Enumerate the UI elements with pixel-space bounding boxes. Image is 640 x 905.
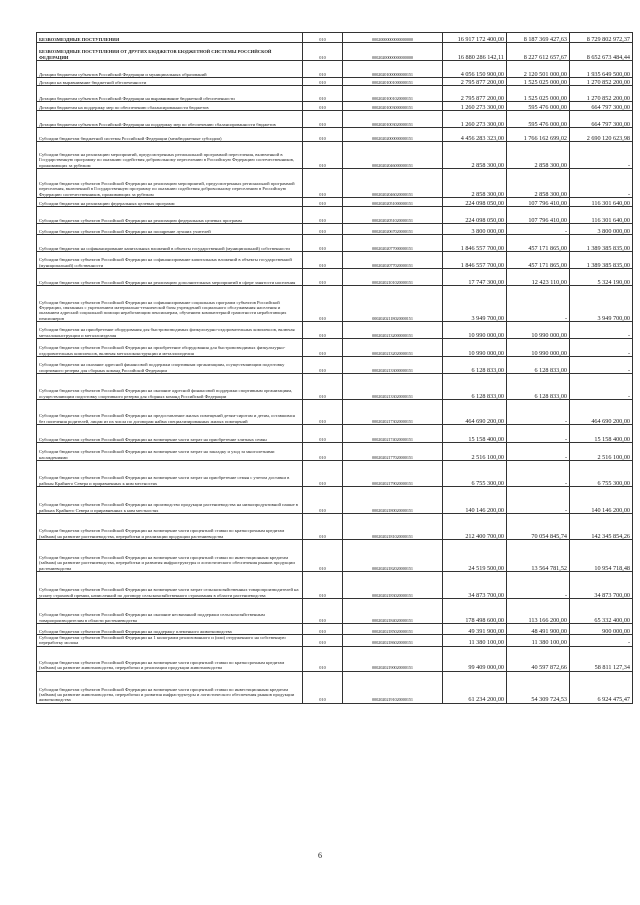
row-executed: 8 187 369 427,63 xyxy=(507,33,570,43)
row-kbk: 00020202046000000151 xyxy=(343,142,443,169)
page-number: 6 xyxy=(318,851,322,860)
table-row xyxy=(37,624,633,635)
row-approved: 3 800 000,00 xyxy=(443,224,507,235)
row-code: 010 xyxy=(303,357,343,374)
row-code: 010 xyxy=(303,487,343,514)
row-unexecuted: 664 797 300,00 xyxy=(570,111,633,128)
row-approved: 2 516 100,00 xyxy=(443,443,507,461)
row-code: 010 xyxy=(303,169,343,198)
row-code: 010 xyxy=(303,646,343,671)
row-approved: 178 498 600,00 xyxy=(443,599,507,624)
row-executed: - xyxy=(507,425,570,443)
row-name: Субсидии бюджетам на реализацию федеральных целевых программ xyxy=(37,198,303,207)
row-approved: 34 873 700,00 xyxy=(443,572,507,599)
table-row xyxy=(37,443,633,461)
row-unexecuted: 464 690 200,00 xyxy=(570,400,633,425)
row-kbk: 00020000000000000000 xyxy=(343,33,443,43)
row-kbk: 00020202000000000151 xyxy=(343,128,443,142)
row-approved: 11 380 100,00 xyxy=(443,635,507,647)
row-executed: 13 564 781,52 xyxy=(507,540,570,572)
row-executed: - xyxy=(507,487,570,514)
row-approved: 6 128 833,00 xyxy=(443,374,507,400)
row-unexecuted: - xyxy=(570,357,633,374)
row-code: 010 xyxy=(303,78,343,86)
row-code: 010 xyxy=(303,142,343,169)
table-row xyxy=(37,43,633,61)
row-unexecuted: 900 000,00 xyxy=(570,624,633,635)
row-approved: 464 690 200,00 xyxy=(443,400,507,425)
row-approved: 1 846 557 700,00 xyxy=(443,235,507,252)
row-name: Субсидии бюджетам субъектов Российской Федерации на поддержку племенного животноводства xyxy=(37,624,303,635)
table-row xyxy=(37,78,633,86)
row-unexecuted: - xyxy=(570,339,633,357)
row-kbk: 00020202051020000151 xyxy=(343,207,443,224)
row-executed: 1 525 025 000,00 xyxy=(507,86,570,102)
row-executed: 1 525 025 000,00 xyxy=(507,78,570,86)
table-row xyxy=(37,207,633,224)
row-name: Субсидии бюджетам субъектов Российской Федерации на возмещение части затрат на приобретение семян с учетом доставки в районы Крайнего Севера и приравненных к ним местностях xyxy=(37,461,303,487)
row-approved: 3 949 700,00 xyxy=(443,286,507,322)
row-kbk: 00020201001020000151 xyxy=(343,86,443,102)
row-executed: 11 380 100,00 xyxy=(507,635,570,647)
row-unexecuted: - xyxy=(570,169,633,198)
row-code: 010 xyxy=(303,224,343,235)
row-unexecuted: 10 954 718,48 xyxy=(570,540,633,572)
row-unexecuted: 664 797 300,00 xyxy=(570,102,633,111)
row-name: Дотации бюджетам на поддержку мер по обеспечению сбалансированности бюджетов xyxy=(37,102,303,111)
row-executed: - xyxy=(507,443,570,461)
table-row xyxy=(37,374,633,400)
table-row xyxy=(37,646,633,671)
table-body xyxy=(37,33,633,704)
row-code: 010 xyxy=(303,374,343,400)
row-approved: 10 990 000,00 xyxy=(443,322,507,339)
row-name: Субсидии бюджетам субъектов Российской Федерации на оказание адресной финансовой поддержки спортивным организациям, осуществляющим подготовку спортивного резерва для сборных команд Российской Федерации xyxy=(37,374,303,400)
row-approved: 1 260 273 300,00 xyxy=(443,111,507,128)
row-name: Субсидии бюджетам субъектов Российской Федерации на софинансирование капитальных вложений в объекты государственной (муниципальной) собственности xyxy=(37,252,303,269)
row-kbk: 00020202067020000151 xyxy=(343,224,443,235)
row-code: 010 xyxy=(303,339,343,357)
row-kbk: 00020201001000000151 xyxy=(343,78,443,86)
table-row xyxy=(37,671,633,703)
table-row xyxy=(37,357,633,374)
row-executed: - xyxy=(507,400,570,425)
row-kbk: 00020202182020000151 xyxy=(343,540,443,572)
row-executed: 457 171 865,00 xyxy=(507,235,570,252)
row-code: 010 xyxy=(303,102,343,111)
row-unexecuted: 8 652 673 484,44 xyxy=(570,43,633,61)
row-code: 010 xyxy=(303,198,343,207)
row-kbk: 00020202186020000151 xyxy=(343,635,443,647)
row-unexecuted: 1 935 649 500,00 xyxy=(570,61,633,78)
row-approved: 10 990 000,00 xyxy=(443,339,507,357)
row-code: 010 xyxy=(303,400,343,425)
row-approved: 4 456 283 323,00 xyxy=(443,128,507,142)
row-code: 010 xyxy=(303,514,343,540)
row-name: Дотации на выравнивание бюджетной обеспеченности xyxy=(37,78,303,86)
row-unexecuted: 6 755 300,00 xyxy=(570,461,633,487)
row-name: Субсидии бюджетам субъектов Российской Федерации на возмещение части затрат на закладку и уход за многолетними насаждениями xyxy=(37,443,303,461)
row-executed: 10 990 000,00 xyxy=(507,339,570,357)
row-approved: 49 391 900,00 xyxy=(443,624,507,635)
row-approved: 61 234 200,00 xyxy=(443,671,507,703)
row-name: Субсидии бюджетам бюджетной системы Российской Федерации (межбюджетные субсидии) xyxy=(37,128,303,142)
row-unexecuted: 1 270 852 200,00 xyxy=(570,86,633,102)
row-name: Субсидии бюджетам субъектов Российской Федерации на реализацию федеральных целевых программ xyxy=(37,207,303,224)
row-kbk: 00020201003000000151 xyxy=(343,102,443,111)
row-kbk: 00020202180020000151 xyxy=(343,487,443,514)
row-name: Субсидии бюджетам субъектов Российской Федерации на возмещение части затрат сельскохозяйственных товаропроизводителей на уплату страховой премии, начисленной по договору сельскохозяйственного страхования в области растениеводства xyxy=(37,572,303,599)
row-executed: 40 597 872,66 xyxy=(507,646,570,671)
row-kbk: 00020201000000000151 xyxy=(343,61,443,78)
row-unexecuted: 1 389 385 835,00 xyxy=(570,252,633,269)
table-row xyxy=(37,400,633,425)
row-approved: 2 858 300,00 xyxy=(443,142,507,169)
table-row xyxy=(37,224,633,235)
budget-revenue-table xyxy=(36,32,633,704)
row-kbk: 00020202179020000151 xyxy=(343,461,443,487)
row-kbk: 00020202077000000151 xyxy=(343,235,443,252)
row-unexecuted: 3 800 000,00 xyxy=(570,224,633,235)
row-name: Дотации бюджетам субъектов Российской Федерации на выравнивание бюджетной обеспеченности xyxy=(37,86,303,102)
row-name: БЕЗВОЗМЕЗДНЫЕ ПОСТУПЛЕНИЯ ОТ ДРУГИХ БЮДЖЕТОВ БЮДЖЕТНОЙ СИСТЕМЫ РОССИЙСКОЙ ФЕДЕРАЦИИ xyxy=(37,43,303,61)
row-kbk: 00020202191020000151 xyxy=(343,671,443,703)
row-approved: 2 858 300,00 xyxy=(443,169,507,198)
row-approved: 212 400 700,00 xyxy=(443,514,507,540)
row-approved: 15 158 400,00 xyxy=(443,425,507,443)
table-row xyxy=(37,252,633,269)
row-unexecuted: 1 389 385 835,00 xyxy=(570,235,633,252)
row-name: Субсидии бюджетам субъектов Российской Федерации на производство продукции растениеводства на низкопродуктивной пашне в районах Крайнего Севера и приравненных к ним местностях xyxy=(37,487,303,514)
row-unexecuted: 65 332 400,00 xyxy=(570,599,633,624)
table-row xyxy=(37,425,633,443)
row-code: 010 xyxy=(303,425,343,443)
row-executed: 595 476 000,00 xyxy=(507,102,570,111)
table-row xyxy=(37,169,633,198)
row-approved: 24 519 500,00 xyxy=(443,540,507,572)
row-approved: 2 795 877 200,00 xyxy=(443,86,507,102)
row-executed: 113 166 200,00 xyxy=(507,599,570,624)
row-unexecuted: 15 158 400,00 xyxy=(570,425,633,443)
row-code: 010 xyxy=(303,128,343,142)
row-kbk: 00020202177020000151 xyxy=(343,443,443,461)
row-unexecuted: 34 873 700,00 xyxy=(570,572,633,599)
row-kbk: 00020202132000000151 xyxy=(343,322,443,339)
row-kbk: 00020202174020000151 xyxy=(343,425,443,443)
row-executed: - xyxy=(507,461,570,487)
row-code: 010 xyxy=(303,207,343,224)
row-code: 010 xyxy=(303,624,343,635)
row-name: Субсидии бюджетам субъектов Российской Федерации на возмещение части затрат на приобретение элитных семян xyxy=(37,425,303,443)
row-executed: 70 054 845,74 xyxy=(507,514,570,540)
row-kbk: 00020202101020000151 xyxy=(343,269,443,286)
row-executed: 48 491 900,00 xyxy=(507,624,570,635)
row-executed: 6 128 833,00 xyxy=(507,374,570,400)
row-name: Субсидии бюджетам субъектов Российской Федерации на возмещение части процентной ставки по краткосрочным кредитам (займам) на развитие животноводства, переработки и реализации продукции животноводства xyxy=(37,646,303,671)
table-row xyxy=(37,33,633,43)
row-approved: 99 409 000,00 xyxy=(443,646,507,671)
row-approved: 1 846 557 700,00 xyxy=(443,252,507,269)
row-executed: 2 858 300,00 xyxy=(507,169,570,198)
row-kbk: 00020200000000000000 xyxy=(343,43,443,61)
table-row xyxy=(37,61,633,78)
row-kbk: 00020202183020000151 xyxy=(343,572,443,599)
row-code: 010 xyxy=(303,33,343,43)
row-unexecuted: 3 949 700,00 xyxy=(570,286,633,322)
row-name: Субсидии бюджетам на оказание адресной финансовой поддержки спортивным организациям, осуществляющим подготовку спортивного резерва для сборных команд Российской Федерации xyxy=(37,357,303,374)
row-name: Субсидии бюджетам субъектов Российской Федерации на софинансирование социальных программ субъектов Российской Федерации, связанных с укреплением материально-технической базы учреждений социального обслуживания населения и оказанием адресной социальной помощи неработающим пенсионерам, обучением компьютерной грамотности неработающих пенсионеров xyxy=(37,286,303,322)
row-executed: - xyxy=(507,572,570,599)
row-name: Субсидии бюджетам на софинансирование капитальных вложений в объекты государственной (муниципальной) собственности xyxy=(37,235,303,252)
row-executed: 1 766 162 699,02 xyxy=(507,128,570,142)
row-code: 010 xyxy=(303,111,343,128)
table-row xyxy=(37,269,633,286)
row-approved: 6 128 833,00 xyxy=(443,357,507,374)
row-executed: - xyxy=(507,286,570,322)
row-name: Субсидии бюджетам субъектов Российской Федерации на реализацию дополнительных мероприятий в сфере занятости населения xyxy=(37,269,303,286)
row-name: Дотации бюджетам субъектов Российской Федерации на поддержку мер по обеспечению сбалансированности бюджетов xyxy=(37,111,303,128)
table-row xyxy=(37,572,633,599)
row-name: Субсидии бюджетам субъектов Российской Федерации на возмещение части процентной ставки по инвестиционным кредитам (займам) на развитие растениеводства, переработки и развития инфраструктуры и логистического обеспечения рынков продукции растениеводства xyxy=(37,540,303,572)
row-code: 010 xyxy=(303,635,343,647)
row-unexecuted: 142 345 854,26 xyxy=(570,514,633,540)
row-code: 010 xyxy=(303,61,343,78)
report-sheet xyxy=(36,32,632,704)
table-row xyxy=(37,599,633,624)
row-approved: 224 098 050,00 xyxy=(443,207,507,224)
row-code: 010 xyxy=(303,43,343,61)
row-executed: 54 309 724,53 xyxy=(507,671,570,703)
table-row xyxy=(37,540,633,572)
table-row xyxy=(37,322,633,339)
row-kbk: 00020202077020000151 xyxy=(343,252,443,269)
row-unexecuted: 116 301 640,00 xyxy=(570,198,633,207)
row-executed: 2 120 501 000,00 xyxy=(507,61,570,78)
row-name: Субсидии бюджетам субъектов Российской Федерации на возмещение части процентной ставки по краткосрочным кредитам (займам) на развитие растениеводства, переработки и реализации продукции растениеводства xyxy=(37,514,303,540)
row-code: 010 xyxy=(303,540,343,572)
row-name: Субсидии бюджетам на реализацию мероприятий, предусмотренных региональной программой переселения, включенной в Государственную программу по оказанию содействия добровольному переселению в Российскую Федерацию соотечественников, проживающих за рубежом xyxy=(37,142,303,169)
table-row xyxy=(37,635,633,647)
table-row xyxy=(37,461,633,487)
row-name: Субсидии бюджетам субъектов Российской Федерации на предоставление жилых помещений детям-сиротам и детям, оставшимся без попечения родителей, лицам из их числа по договорам найма специализированных жилых помещений xyxy=(37,400,303,425)
row-unexecuted: 2 690 120 623,98 xyxy=(570,128,633,142)
row-code: 010 xyxy=(303,269,343,286)
row-approved: 6 755 300,00 xyxy=(443,461,507,487)
table-row xyxy=(37,235,633,252)
row-name: Субсидии бюджетам субъектов Российской Федерации на поощрение лучших учителей xyxy=(37,224,303,235)
row-executed: 8 227 612 657,67 xyxy=(507,43,570,61)
row-name: Субсидии бюджетам субъектов Российской Федерации на оказание несвязанной поддержки сельскохозяйственным товаропроизводителям в области растениеводства xyxy=(37,599,303,624)
table-row xyxy=(37,142,633,169)
row-unexecuted: 5 324 190,00 xyxy=(570,269,633,286)
row-code: 010 xyxy=(303,286,343,322)
row-approved: 1 260 273 300,00 xyxy=(443,102,507,111)
row-executed: 6 128 833,00 xyxy=(507,357,570,374)
row-kbk: 00020201003020000151 xyxy=(343,111,443,128)
row-approved: 16 917 172 400,00 xyxy=(443,33,507,43)
row-approved: 224 098 050,00 xyxy=(443,198,507,207)
row-kbk: 00020202173020000151 xyxy=(343,400,443,425)
row-name: Субсидии бюджетам субъектов Российской Федерации на возмещение части процентной ставки по инвестиционным кредитам (займам) на развитие животноводства, переработки и развития инфраструктуры и логистического обеспечения рынков продукции животноводства xyxy=(37,671,303,703)
row-executed: 457 171 865,00 xyxy=(507,252,570,269)
row-kbk: 00020202118020000151 xyxy=(343,286,443,322)
row-unexecuted: 116 301 640,00 xyxy=(570,207,633,224)
table-row xyxy=(37,102,633,111)
row-approved: 2 795 877 200,00 xyxy=(443,78,507,86)
table-row xyxy=(37,487,633,514)
row-kbk: 00020202133020000151 xyxy=(343,374,443,400)
row-approved: 16 880 286 142,11 xyxy=(443,43,507,61)
row-kbk: 00020202184020000151 xyxy=(343,599,443,624)
row-approved: 4 056 150 900,00 xyxy=(443,61,507,78)
table-row xyxy=(37,198,633,207)
row-code: 010 xyxy=(303,86,343,102)
row-kbk: 00020202046020000151 xyxy=(343,169,443,198)
row-unexecuted: 2 516 100,00 xyxy=(570,443,633,461)
row-unexecuted: 58 811 127,34 xyxy=(570,646,633,671)
row-executed: - xyxy=(507,224,570,235)
row-executed: 10 990 000,00 xyxy=(507,322,570,339)
row-code: 010 xyxy=(303,322,343,339)
row-unexecuted: 1 270 852 200,00 xyxy=(570,78,633,86)
table-row xyxy=(37,514,633,540)
row-unexecuted: - xyxy=(570,374,633,400)
row-kbk: 00020202181020000151 xyxy=(343,514,443,540)
row-name: Субсидии бюджетам субъектов Российской Федерации на 1 килограмм реализованного и (или) отгруженного на собственную переработку молока xyxy=(37,635,303,647)
row-executed: 107 796 410,00 xyxy=(507,198,570,207)
row-code: 010 xyxy=(303,572,343,599)
row-unexecuted: - xyxy=(570,142,633,169)
row-executed: 107 796 410,00 xyxy=(507,207,570,224)
table-row xyxy=(37,111,633,128)
table-row xyxy=(37,128,633,142)
row-kbk: 00020202190020000151 xyxy=(343,646,443,671)
row-executed: 595 476 000,00 xyxy=(507,111,570,128)
row-unexecuted: 6 924 475,47 xyxy=(570,671,633,703)
table-row xyxy=(37,86,633,102)
row-code: 010 xyxy=(303,235,343,252)
row-kbk: 00020202051000000151 xyxy=(343,198,443,207)
row-code: 010 xyxy=(303,443,343,461)
row-unexecuted: 8 729 802 972,37 xyxy=(570,33,633,43)
row-approved: 17 747 300,00 xyxy=(443,269,507,286)
row-name: БЕЗВОЗМЕЗДНЫЕ ПОСТУПЛЕНИЯ xyxy=(37,33,303,43)
row-unexecuted: - xyxy=(570,322,633,339)
row-executed: 12 423 110,00 xyxy=(507,269,570,286)
row-name: Дотации бюджетам субъектов Российской Федерации и муниципальных образований xyxy=(37,61,303,78)
row-kbk: 00020202132020000151 xyxy=(343,339,443,357)
row-name: Субсидии бюджетам субъектов Российской Федерации на приобретение оборудования для быстровозводимых физкультурно-оздоровительных комплексов, включая металлоконструкции и металлоизделия xyxy=(37,339,303,357)
table-row xyxy=(37,286,633,322)
row-unexecuted: 140 146 200,00 xyxy=(570,487,633,514)
row-kbk: 00020202185020000151 xyxy=(343,624,443,635)
row-code: 010 xyxy=(303,671,343,703)
row-code: 010 xyxy=(303,599,343,624)
table-row xyxy=(37,339,633,357)
row-code: 010 xyxy=(303,461,343,487)
row-executed: 2 858 300,00 xyxy=(507,142,570,169)
row-name: Субсидии бюджетам на приобретение оборудования для быстровозводимых физкультурно-оздоровительных комплексов, включая металлоконструкции и металлоизделия xyxy=(37,322,303,339)
row-code: 010 xyxy=(303,252,343,269)
row-kbk: 00020202133000000151 xyxy=(343,357,443,374)
row-approved: 140 146 200,00 xyxy=(443,487,507,514)
row-name: Субсидии бюджетам субъектов Российской Федерации на реализацию мероприятий, предусмотренных региональной программой переселения, включенной в Государственную программу по оказанию содействия добровольному переселению в Российскую Федерацию соотечественников, проживающих за рубежом xyxy=(37,169,303,198)
row-unexecuted: - xyxy=(570,635,633,647)
